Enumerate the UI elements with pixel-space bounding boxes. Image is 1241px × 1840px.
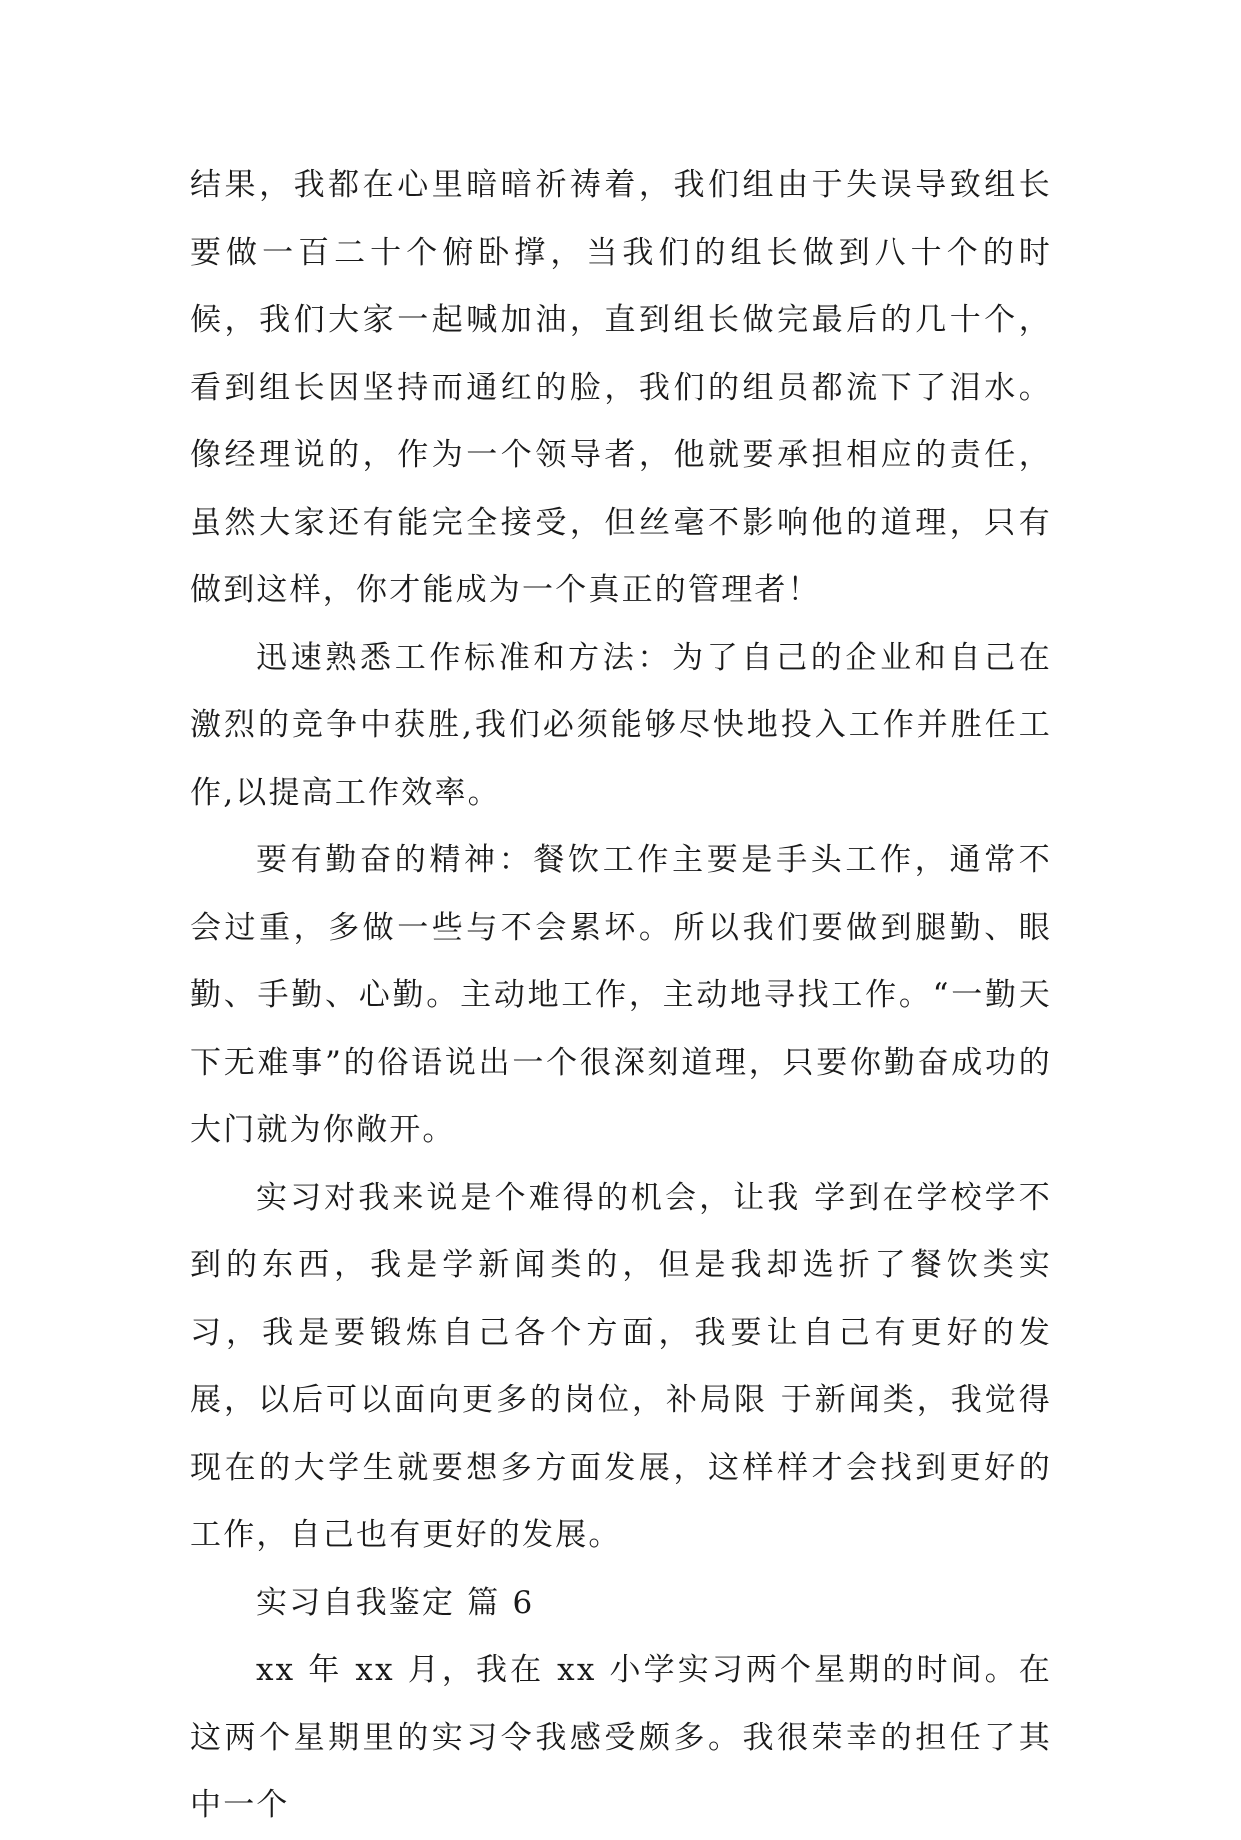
paragraph-continuation: 结果，我都在心里暗暗祈祷着，我们组由于失误导致组长要做一百二十个俯卧撑，当我们的组长做到八十个的时候，我们大家一起喊加油，直到组长做完最后的几十个，看到组长因坚持而通红的脸，我们的组员都流下了泪水。像经理说的，作为一个领导者，他就要承担相应的责任，虽然大家还有能完全接受，但丝毫不影响他的道理，只有做到这样，你才能成为一个真正的管理者！ [190, 167, 1052, 608]
paragraph-closing: xx 年 xx 月，我在 xx 小学实习两个星期的时间。在这两个星期里的实习令我感受颇多。我很荣幸的担任了其中一个 [190, 1652, 1052, 1823]
document-body [190, 152, 1052, 1840]
paragraph-diligence: 要有勤奋的精神：餐饮工作主要是手头工作，通常不会过重，多做一些与不会累坏。所以我们要做到腿勤、眼勤、手勤、心勤。主动地工作，主动地寻找工作。“一勤天下无难事”的俗语说出一个很深刻道理，只要你勤奋成功的大门就为你敞开。 [190, 842, 1052, 1148]
paragraph-work-standards: 迅速熟悉工作标准和方法：为了自己的企业和自己在激烈的竞争中获胜,我们必须能够尽快地投入工作并胜任工作,以提高工作效率。 [190, 639, 1052, 811]
paragraph-internship-opportunity: 实习对我来说是个难得的机会，让我 学到在学校学不到的东西，我是学新闻类的，但是我却选折了餐饮类实习，我是要锻炼自己各个方面，我要让自己有更好的发展，以后可以面向更多的岗位，补局限 于新闻类，我觉得现在的大学生就要想多方面发展，这样样才会找到更好的工作，自己也有更好的发展。 [190, 1179, 1052, 1553]
section-heading: 实习自我鉴定 篇 6 [256, 1584, 535, 1621]
